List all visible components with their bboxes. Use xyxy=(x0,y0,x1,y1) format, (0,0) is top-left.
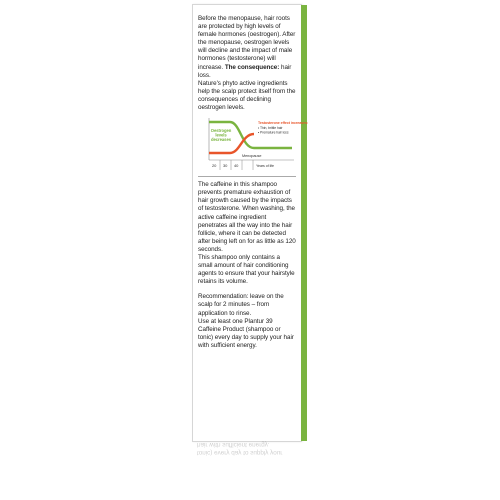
paragraph-recommendation: Recommendation: leave on the scalp for 2 minutes – from application to rinse. xyxy=(198,293,284,317)
spacer xyxy=(198,286,296,293)
years-of-life-label: Years of life xyxy=(256,164,274,169)
menopause-label: Menopause xyxy=(242,154,262,159)
paragraph-caffeine: The caffeine in this shampoo prevents premature exhaustion of hair growth caused by the impacts of testosterone. When washing, the active caffeine ingredient penetrates all the way into the hair follicle, where it can be detected after being left on for as little as 120 seconds. xyxy=(198,181,296,253)
tick-label-30: 30 xyxy=(223,163,228,169)
testosterone-item-2: • Premature hair loss xyxy=(258,130,289,135)
reflection-line-1: tonic) every day to supply your xyxy=(197,449,283,457)
consequence-label: The consequence: xyxy=(224,63,280,71)
tick-label-40: 40 xyxy=(234,163,239,169)
reflection-text xyxy=(192,440,295,456)
paragraph-menopause xyxy=(198,15,296,80)
tick-label-20: 20 xyxy=(212,163,217,169)
product-text-panel xyxy=(192,4,309,442)
paragraph-conditioning: This shampoo only contains a small amount of hair conditioning agents to ensure that your hairstyle retains its volume. xyxy=(198,253,295,286)
hormone-chart-svg xyxy=(198,114,309,172)
testosterone-title: Testosterone effect increases: xyxy=(258,121,309,126)
paragraph-usage: Use at least one Plantur 39 Caffeine Product (shampoo or tonic) every day to supply your hair with sufficient energy. xyxy=(198,317,294,349)
hormone-chart xyxy=(198,114,309,172)
green-edge-stripe xyxy=(301,5,307,441)
testosterone-item-1: • Thin, brittle hair xyxy=(258,126,283,131)
consequence-text: hair loss. xyxy=(198,63,292,79)
divider xyxy=(198,176,296,177)
panel-text xyxy=(198,15,309,350)
paragraph-phyto: Nature's phyto active ingredients help the scalp protect itself from the consequences of declining oestrogen levels. xyxy=(198,79,296,112)
paragraph-menopause-text: Before the menopause, hair roots are protected by high levels of female hormones (oestrogen). After the menopause, oestrogen levels will decline and the impact of male hormones (testosterone) will increase. xyxy=(198,15,296,71)
oestrogen-label: Oestrogen levels decreases xyxy=(210,128,232,143)
floor-reflection xyxy=(192,442,300,500)
reflection-line-2: hair with sufficient energy. xyxy=(197,441,270,449)
